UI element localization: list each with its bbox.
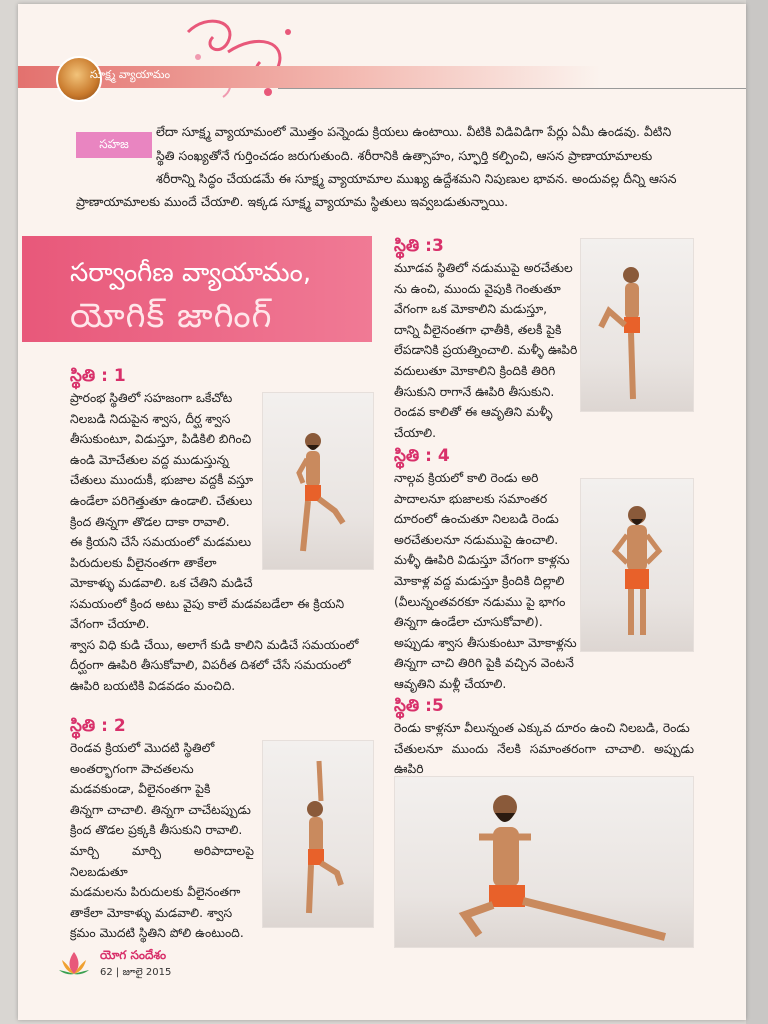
text-line: ప్రారంభ స్థితిలో సహజంగా ఒకేచోట [70, 391, 233, 405]
stage1-photo [262, 392, 374, 570]
text-line: శ్వాస విధి కుడి చేయి, అలాగే కుడి కాలిని మడిచే సమయంలో [70, 637, 359, 652]
stage5-photo [394, 776, 694, 948]
lotus-logo-icon [58, 950, 90, 976]
text-line: క్రమం మొదటి స్థితిని పోలి ఉంటుంది. [70, 926, 244, 941]
text-line: మడమలను పిరుదులకు వీలైనంతగా [70, 885, 241, 900]
text-line: తీసుకుంటూ, విడుస్తూ, పిడికిలి బిగించి [70, 432, 252, 447]
text-line: రెండవ క్రియలో మొదటి స్థితిలో [70, 741, 215, 755]
standing-hands-on-waist-figure-icon [581, 479, 693, 651]
text-line: మడవకుండా, వీలైనంతగా పైకి [70, 782, 211, 797]
floral-swirl-decoration [168, 12, 308, 112]
text-line: మార్చి మార్చి అరిపాదాలపై నిలబడుతూ [70, 843, 254, 879]
text-line: చేయాలి. [394, 425, 437, 440]
text-line: తాకేలా మోకాళ్ళు మడవాలి. శ్వాస [70, 905, 233, 920]
page-edge-shadow [746, 0, 768, 1024]
text-line: ఈ క్రియని చేసే సమయంలో మడమలు [70, 535, 252, 550]
article-title-line2: యోగిక్ జాగింగ్ [70, 296, 273, 336]
stage5-text [394, 718, 694, 780]
text-line: దీర్ఘంగా ఊపిరి తీసుకోవాలి, విపరీత దిశలో చేసే సమయంలో [70, 658, 351, 673]
jogging-figure-icon [263, 393, 373, 569]
knee-raise-figure-icon [581, 239, 693, 411]
text-line: నిలబడి నిదుపైన శ్వాస, దీర్ఘ శ్వాస [70, 411, 231, 426]
stage4-photo [580, 478, 694, 652]
text-line: పిరుదులకు వీలైనంతగా తాకేలా [70, 555, 217, 570]
text-line: చేతులు ముందుకీ, భుజాల వద్దకీ వస్తూ [70, 473, 254, 488]
text-line: తిన్నగా చాచి తిరిగి పైకి వచ్చిన వెంటనే [394, 656, 574, 671]
text-line: మోకాళ్ల వద్ద మడుస్తూ క్రిందికి దిల్లాలి [394, 573, 565, 588]
intro-line: లేదా సూక్ష్మ వ్యాయామంలో మొత్తం పన్నెండు క్రియలు ఉంటాయి. వీటికి విడివిడిగా పేర్లు ఏమీ ఉండవు. వీటిని [156, 124, 672, 139]
text-line: దాన్ని వీలైనంతగా ఛాతీకి, తలకీ పైకి [394, 322, 562, 337]
text-line: దూరంలో ఉంచుతూ నిలబడి రెండు [394, 512, 559, 527]
text-line: పాదాలనూ భుజాలకు సమాంతర [394, 491, 548, 506]
text-line: అంతర్భాగంగా వెాచతలను [70, 761, 194, 776]
text-line: అప్పుడు శ్వాస తీసుకుంటూ మోకాళ్లను [394, 635, 577, 650]
header-rule [278, 88, 746, 89]
text-line: వదులుతూ మోకాలిని క్రిందికి తిరిగి [394, 363, 556, 378]
text-line: ఆవృతిని మళ్లీ చేయాలి. [394, 676, 507, 691]
stage5-heading: స్థితి :5 [394, 696, 444, 716]
intro-line: శరీరాన్ని సిద్ధం చేయడమే ఈ సూక్ష్మ వ్యాయామాల ముఖ్య ఉద్దేశమని నిపుణుల భావన. అందువల్ల దీన్ని ఆసన [156, 171, 677, 186]
text-line: వేగంగా ఒక మోకాలిని మడుస్తూ, [394, 302, 548, 317]
text-line: ను ఉంచి, ముందు వైపుకి గెంతుతూ [394, 281, 561, 296]
text-line: చేతులనూ ముందు నేలకి సమాంతరంగా చాచాలి. అప్పుడు ఊపిరి [394, 741, 694, 777]
stage3-heading: స్థితి :3 [394, 236, 444, 256]
text-line: మోకాళ్ళు మడవాలి. ఒక చేతిని మడిచే [70, 576, 253, 590]
text-line: ఉండి మోచేతుల వద్ద ముడుస్తున్న [70, 452, 229, 467]
text-line: మళ్ళీ ఊపిరి విడుస్తూ వేగంగా కాళ్లను [394, 553, 570, 568]
text-line: రెండవ కాలితో ఈ ఆవృతిని మళ్ళీ [394, 405, 553, 420]
intro-text [156, 120, 716, 191]
text-line: వేగంగా చేయాలి. [70, 617, 150, 632]
magazine-page [18, 4, 746, 1020]
intro-tag: సహజ [76, 132, 152, 158]
text-line: ఊపిరి బయటికి విడవడం మంచిది. [70, 678, 236, 693]
stage1-heading: స్థితి : 1 [70, 366, 126, 386]
stage2-photo [262, 740, 374, 928]
text-line: (వీలున్నంతవరకూ నడుము పై భాగం [394, 594, 566, 609]
wide-squat-figure-icon [395, 777, 693, 947]
text-line: రెండు కాళ్లనూ వీలున్నంత ఎక్కువ దూరం ఉంచి నిలబడి, రెండు [394, 721, 690, 735]
text-line: తీసుకుని రాగానే ఊపిరి తీసుకుని. [394, 384, 555, 399]
arm-raise-figure-icon [263, 741, 373, 927]
text-line: క్రింద తొడల ప్రక్కకి తీసుకుని రావాలి. [70, 823, 243, 838]
text-line: నాల్గవ క్రియలో కాలి రెండు అరి [394, 471, 539, 485]
article-title-line1: సర్వాంగీణ వ్యాయామం, [70, 258, 312, 288]
stage3-text [394, 258, 584, 443]
page-number: 62 | జూలై 2015 [100, 967, 172, 978]
stage3-photo [580, 238, 694, 412]
stage2-heading: స్థితి : 2 [70, 716, 126, 736]
text-line: అరచేతులనూ నడుముపై ఉంచాలి. [394, 532, 559, 547]
intro-line: స్థితి సంఖ్యతోనే గుర్తించడం జరుగుతుంది. శరీరానికి ఉత్సాహం, స్ఫూర్తి కల్పించి, ఆసన ప్రాణాయామాలకు [156, 147, 653, 163]
section-label: సూక్ష్మ వ్యాయామం [90, 68, 171, 81]
stage2-text [70, 738, 254, 944]
magazine-name: యోగ సందేశం [100, 948, 167, 962]
intro-last-line: ప్రాణాయామాలకు ముందే చేయాలి. ఇక్కడ సూక్ష్మ వ్యాయామ స్థితులు ఇవ్వబడుతున్నాయి. [76, 194, 509, 209]
text-line: మూడవ స్థితిలో నడుముపై అరచేతుల [394, 261, 573, 275]
text-line: సమయంలో క్రింద అటు వైపు కాలే మడవబడేలా ఈ క్రియని [70, 596, 345, 611]
text-line: ఉండేలా పరిగెత్తుతూ ఉండాలి. చేతులు [70, 493, 253, 508]
stage1-text-wide [70, 573, 372, 697]
text-line: క్రింద తిన్నగా తొడల దాకా రావాలి. [70, 514, 230, 529]
text-line: తిన్నగా ఉండేలా చూసుకోవాలి). [394, 615, 543, 630]
stage4-text [394, 468, 584, 695]
text-line: తిన్నగా చాచాలి. తిన్నగా చాచేటప్పుడు [70, 802, 251, 817]
stage1-text [70, 388, 256, 573]
text-line: లేపడానికి ప్రయత్నించాలి. మళ్ళీ ఊపిరి [394, 343, 578, 358]
stage4-heading: స్థితి : 4 [394, 446, 450, 466]
